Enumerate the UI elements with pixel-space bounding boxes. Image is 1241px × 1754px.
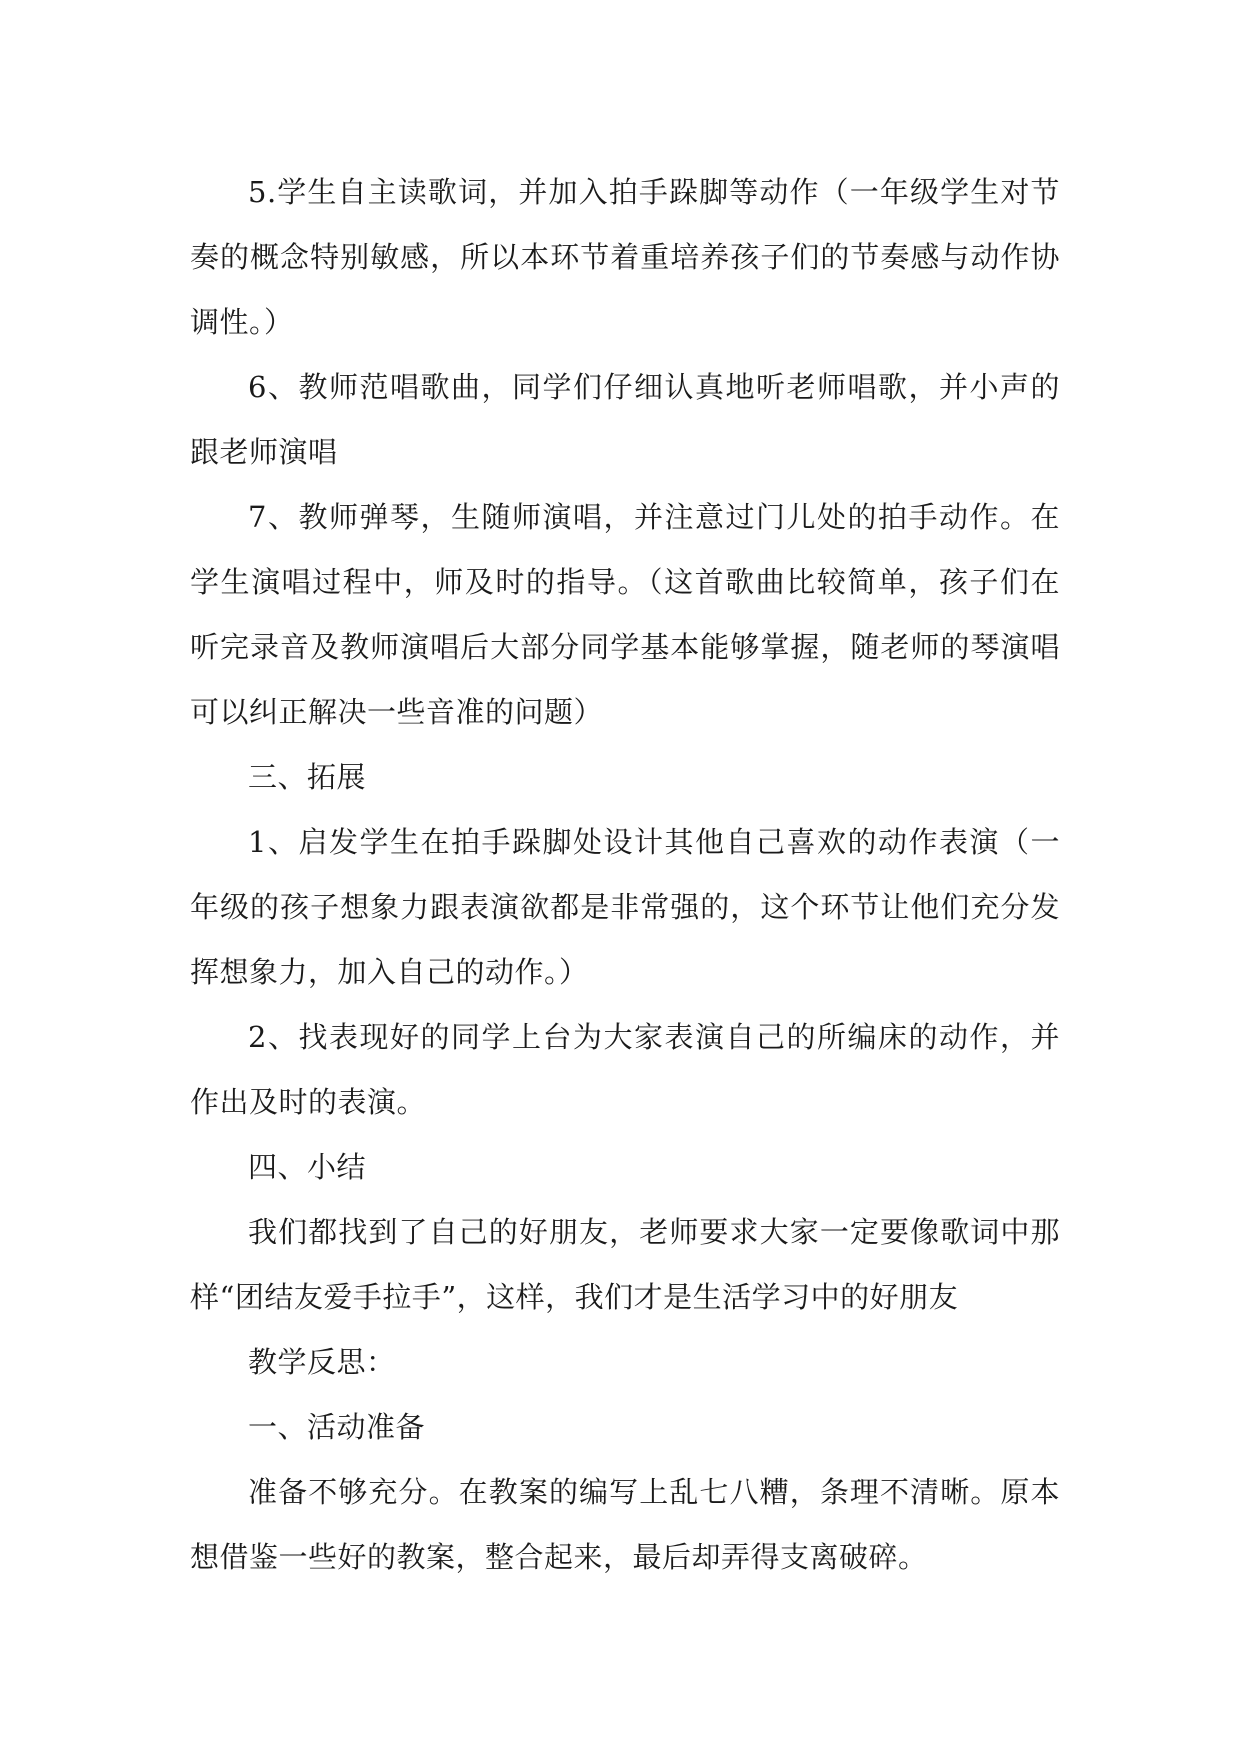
paragraph-step-5: 5.学生自主读歌词，并加入拍手跺脚等动作（一年级学生对节奏的概念特别敏感，所以本环节着重培养孩子们的节奏感与动作协调性。）: [190, 175, 1060, 339]
paragraph-summary: 我们都找到了自己的好朋友，老师要求大家一定要像歌词中那样“团结友爱手拉手”，这样，我们才是生活学习中的好朋友: [190, 1215, 1060, 1314]
subheading-activity-prep: 一、活动准备: [248, 1410, 426, 1444]
paragraph-step-7: 7、教师弹琴，生随师演唱，并注意过门儿处的拍手动作。在学生演唱过程中，师及时的指导。（这首歌曲比较简单，孩子们在听完录音及教师演唱后大部分同学基本能够掌握，随老师的琴演唱可以纠正解决一些音准的问题）: [190, 500, 1060, 729]
document-body: [190, 160, 1060, 1590]
paragraph-step-6: 6、教师范唱歌曲，同学们仔细认真地听老师唱歌，并小声的跟老师演唱: [190, 370, 1060, 469]
paragraph-activity-prep: 准备不够充分。在教案的编写上乱七八糟，条理不清晰。原本想借鉴一些好的教案，整合起来，最后却弄得支离破碎。: [190, 1475, 1060, 1574]
paragraph-extension-2: 2、找表现好的同学上台为大家表演自己的所编床的动作，并作出及时的表演。: [190, 1020, 1060, 1119]
section-heading-summary: 四、小结: [248, 1150, 367, 1184]
paragraph-extension-1: 1、启发学生在拍手跺脚处设计其他自己喜欢的动作表演（一年级的孩子想象力跟表演欲都是非常强的，这个环节让他们充分发挥想象力，加入自己的动作。）: [190, 825, 1060, 989]
section-heading-reflection: 教学反思：: [248, 1345, 396, 1379]
section-heading-extension: 三、拓展: [248, 760, 367, 794]
